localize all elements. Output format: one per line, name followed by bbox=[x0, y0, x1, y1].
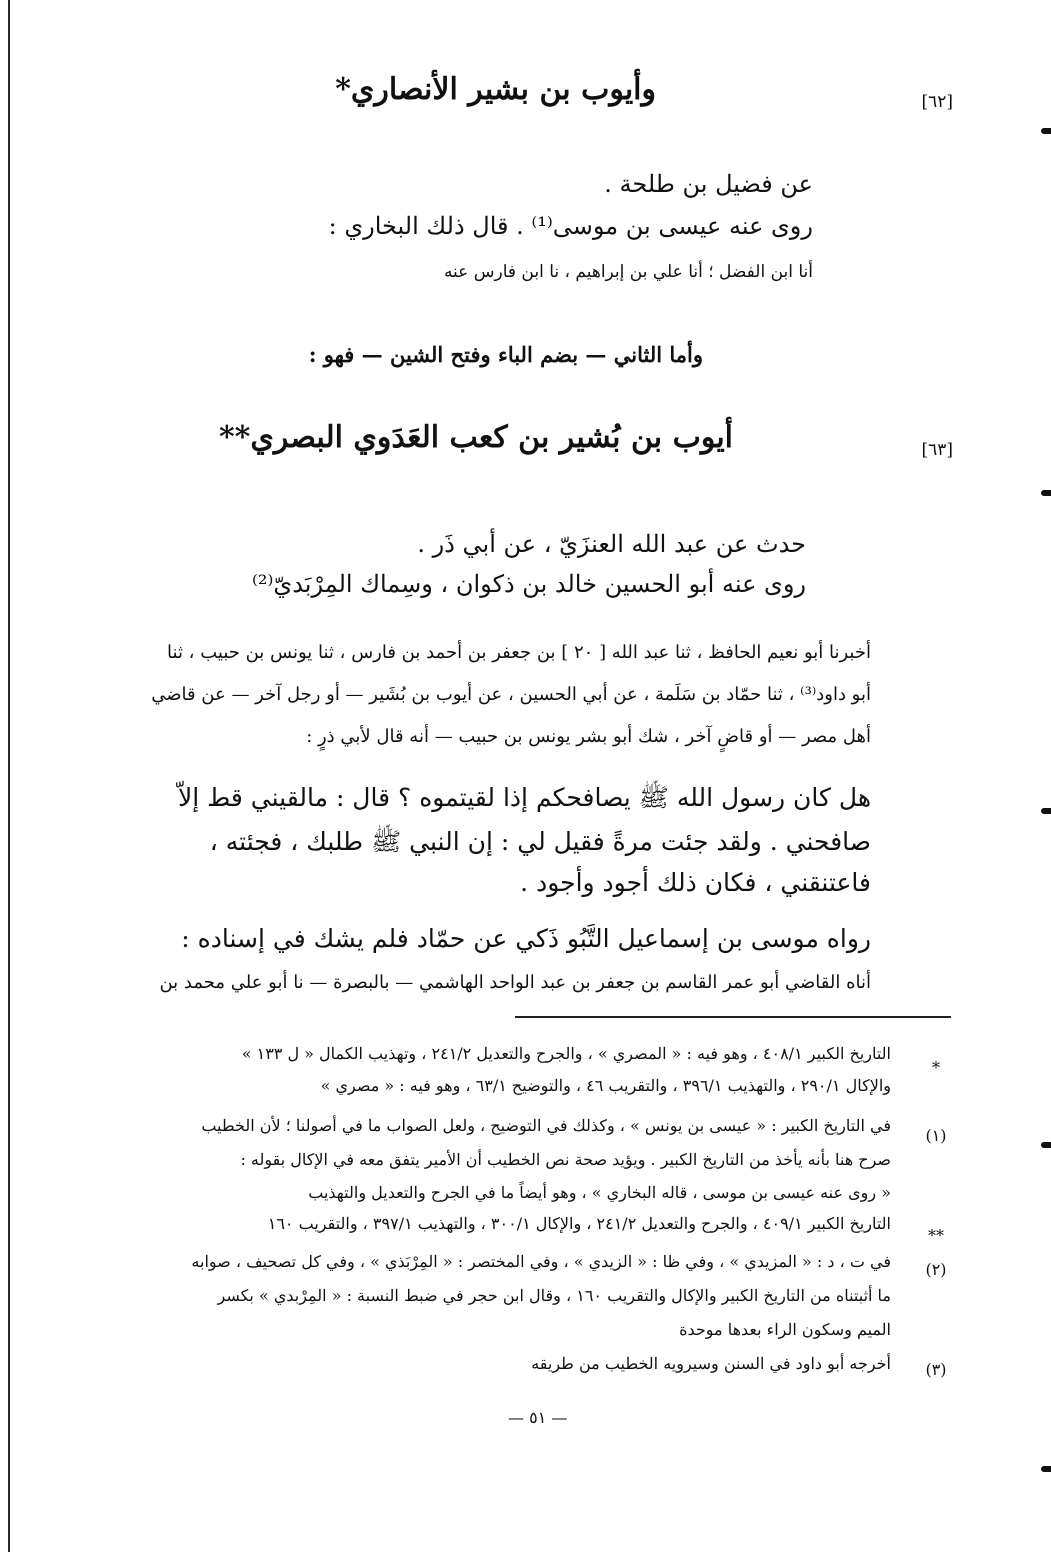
text-line: عن فضيل بن طلحة . bbox=[604, 170, 813, 198]
hadith-line: هل كان رسول الله ﷺ يصافحكم إذا لقيتموه ؟ قال : مالقيني قط إلاّ bbox=[178, 783, 871, 812]
footnote-mark: (١) bbox=[925, 1126, 947, 1145]
page-number: — ٥١ — bbox=[508, 1408, 568, 1427]
footnote-line: التاريخ الكبير ٤٠٨/١ ، وهو فيه : « المصري » ، والجرح والتعديل ٢٤١/٢ ، وتهذيب الكمال « ل ١٣٣ » bbox=[241, 1044, 891, 1063]
riwaya-line: رواه موسى بن إسماعيل التَّبُو ذَكي عن حمّاد فلم يشك في إسناده : bbox=[181, 924, 871, 953]
hadith-line: فاعتنقني ، فكان ذلك أجود وأجود . bbox=[520, 868, 871, 897]
text-line: روى عنه أبو الحسين خالد بن ذكوان ، وسِماك المِرْبَديّ⁽²⁾ bbox=[251, 570, 806, 598]
text-line: روى عنه عيسى بن موسى⁽¹⁾ . قال ذلك البخاري : bbox=[328, 212, 813, 240]
scan-edge-mark bbox=[1041, 808, 1051, 814]
footnote-mark: * bbox=[932, 1058, 940, 1077]
footnote-line: صرح هنا بأنه يأخذ من التاريخ الكبير . ويؤيد صحة نص الخطيب أن الأمير يتفق معه في الإكال بقوله : bbox=[240, 1150, 891, 1169]
footnote-line: أخرجه أبو داود في السنن وسيرويه الخطيب من طريقه bbox=[531, 1354, 891, 1373]
footnote-mark: (٣) bbox=[925, 1360, 947, 1379]
entry-title: أيوب بن بُشير بن كعب العَدَوي البصري** bbox=[218, 420, 733, 455]
entry-title: وأيوب بن بشير الأنصاري* bbox=[335, 72, 656, 107]
entry-number: [٦٢] bbox=[921, 92, 953, 112]
isnad-line: أهل مصر — أو قاضٍ آخر ، شك أبو بشر يونس بن حبيب — أنه قال لأبي ذرٍ : bbox=[306, 726, 871, 747]
footnote-line: في التاريخ الكبير : « عيسى بن يونس » ، وكذلك في التوضيح ، ولعل الصواب ما في أصولنا ؛ لأن الخطيب bbox=[201, 1116, 891, 1135]
footnote-mark: ** bbox=[928, 1226, 944, 1245]
footnote-mark: (٢) bbox=[925, 1260, 947, 1279]
footnote-separator bbox=[515, 1016, 951, 1018]
scan-edge-mark bbox=[1041, 490, 1051, 496]
isnad-line: أنا ابن الفضل ؛ أنا علي بن إبراهيم ، نا ابن فارس عنه bbox=[443, 262, 813, 282]
isnad-line: أناه القاضي أبو عمر القاسم بن جعفر بن عبد الواحد الهاشمي — بالبصرة — نا أبو علي محمد بن bbox=[159, 972, 871, 993]
footnote-line: الميم وسكون الراء بعدها موحدة bbox=[679, 1320, 891, 1339]
scan-edge-mark bbox=[1041, 128, 1051, 134]
isnad-line: أبو داود⁽³⁾ ، ثنا حمّاد بن سَلَمة ، عن أبي الحسين ، عن أيوب بن بُشَير — أو رجل آخر — عن قاضي bbox=[151, 684, 871, 705]
isnad-line: أخبرنا أبو نعيم الحافظ ، ثنا عبد الله [ ٢٠ ] بن جعفر بن أحمد بن فارس ، ثنا يونس بن حبيب ، ثنا bbox=[167, 642, 871, 663]
footnote-line: في ت ، د : « المزيدي » ، وفي ظا : « الزيدي » ، وفي المختصر : « المِرْبَذي » ، وفي كل تصحيف ، صوابه bbox=[191, 1252, 891, 1271]
footnote-line: والإكال ٢٩٠/١ ، والتهذيب ٣٩٦/١ ، والتقريب ٤٦ ، والتوضيح ٦٣/١ ، وهو فيه : « مصري » bbox=[320, 1076, 891, 1095]
section-heading: وأما الثاني — بضم الباء وفتح الشين — فهو : bbox=[308, 342, 703, 367]
scan-edge-mark bbox=[1041, 1466, 1051, 1472]
hadith-line: صافحني . ولقد جئت مرةً فقيل لي : إن النبي ﷺ طلبك ، فجئته ، bbox=[209, 827, 871, 856]
text-line: حدث عن عبد الله العنزَيّ ، عن أبي ذَر . bbox=[417, 530, 806, 558]
entry-number: [٦٣] bbox=[921, 440, 953, 460]
scan-left-border bbox=[8, 0, 10, 1552]
footnote-line: ما أثبتناه من التاريخ الكبير والإكال والتقريب ١٦٠ ، وقال ابن حجر في ضبط النسبة : « المِرْبدي » بكسر bbox=[217, 1286, 891, 1305]
scan-edge-mark bbox=[1041, 1142, 1051, 1148]
footnote-line: التاريخ الكبير ٤٠٩/١ ، والجرح والتعديل ٢٤١/٢ ، والإكال ٣٠٠/١ ، والتهذيب ٣٩٧/١ ، والتقريب ١٦٠ bbox=[267, 1214, 891, 1233]
footnote-line: « روى عنه عيسى بن موسى ، قاله البخاري » ، وهو أيضاً ما في الجرح والتعديل والتهذيب bbox=[308, 1183, 891, 1202]
